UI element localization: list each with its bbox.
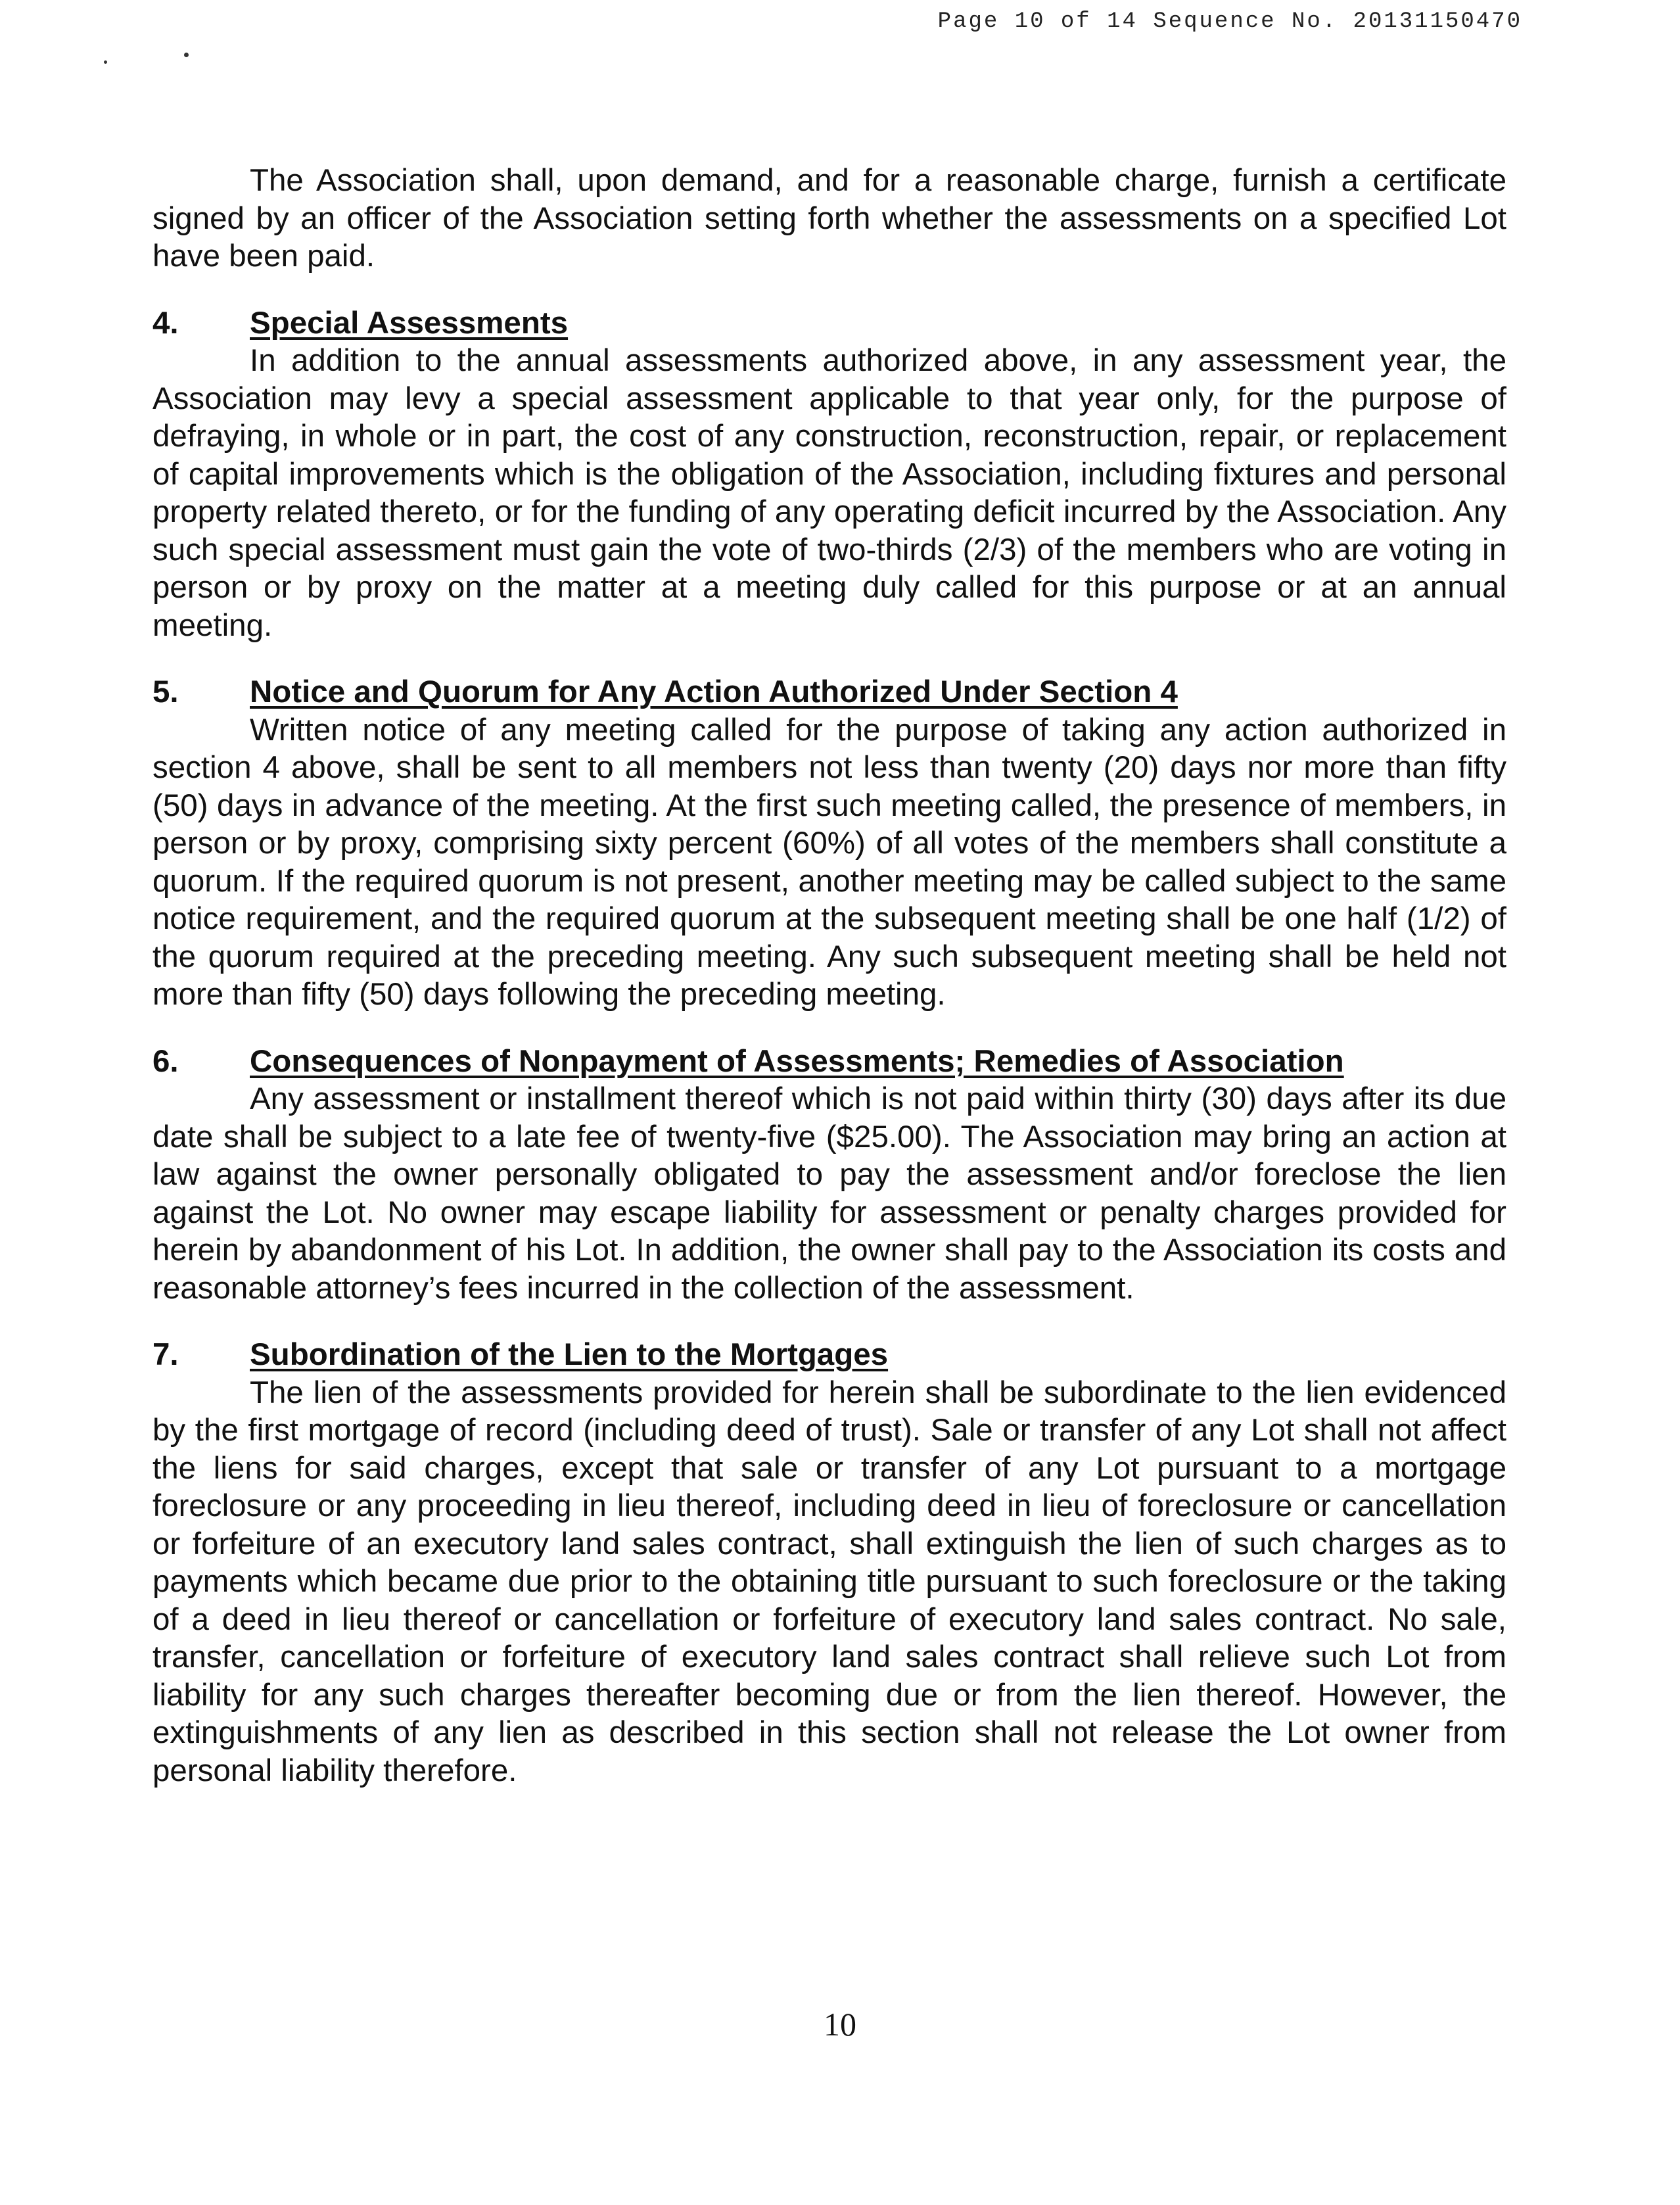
- section-number: 7.: [152, 1337, 179, 1372]
- section-heading: [152, 304, 1506, 343]
- section-lien-subordination: [152, 1336, 1506, 1790]
- section-heading: [152, 673, 1506, 711]
- page-header: Page 10 of 14 Sequence No. 20131150470: [937, 9, 1522, 34]
- section-body: The lien of the assessments provided for herein shall be subordinate to the lien evidenced by the first mortgage of record (including deed of trust). Sale or transfer of any Lot shall not affect the liens for said charges, except that sale or transfer of any Lot pursuant to a mortgage foreclosure or any proceeding in lieu thereof, including deed in lieu of foreclosure or cancellation or forfeiture of an executory land sales contract, shall extinguish the lien of such charges as to payments which became due prior to the obtaining title pursuant to such foreclosure or the taking of a deed in lieu thereof or cancellation or forfeiture of executory land sales contract. No sale, transfer, cancellation or forfeiture of executory land sales contract shall relieve such Lot from liability for any such charges thereafter becoming due or from the lien thereof. However, the extinguishments of any lien as described in this section shall not release the Lot owner from personal liability therefore.: [152, 1375, 1506, 1788]
- section-body: In addition to the annual assessments authorized above, in any assessment year, the Association may levy a special assessment applicable to that year only, for the purpose of defraying, in whole or in part, the cost of any construction, reconstruction, repair, or replacement of capital improvements which is the obligation of the Association, including fixtures and personal property related thereto, or for the funding of any operating deficit incurred by the Association. Any such special assessment must gain the vote of two-thirds (2/3) of the members who are voting in person or by proxy on the matter at a meeting duly called for this purpose or at an annual meeting.: [152, 343, 1506, 643]
- section-title: Subordination of the Lien to the Mortgages: [250, 1337, 889, 1372]
- section-notice-and-quorum: [152, 673, 1506, 1014]
- section-body: Any assessment or installment thereof which is not paid within thirty (30) days after its due date shall be subject to a late fee of twenty-five ($25.00). The Association may bring an action at law against the owner personally obligated to pay the assessment and/or foreclose the lien against the Lot. No owner may escape liability for assessment or penalty charges provided for herein by abandonment of his Lot. In addition, the owner shall pay to the Association its costs and reasonable attorney’s fees incurred in the collection of the assessment.: [152, 1081, 1506, 1306]
- section-nonpayment-consequences: [152, 1043, 1506, 1308]
- section-title: Consequences of Nonpayment of Assessments; Remedies of Association: [250, 1043, 1344, 1079]
- section-heading: [152, 1336, 1506, 1374]
- scan-speck: [184, 53, 189, 57]
- section-heading: [152, 1043, 1506, 1081]
- section-number: 4.: [152, 305, 179, 341]
- section-title: Notice and Quorum for Any Action Authorized Under Section 4: [250, 675, 1178, 709]
- page-number: 10: [824, 2006, 856, 2043]
- section-special-assessments: [152, 304, 1506, 645]
- scan-speck: [104, 60, 107, 64]
- section-number: 5.: [152, 675, 179, 709]
- intro-paragraph: The Association shall, upon demand, and for a reasonable charge, furnish a certificate signed by an officer of the Association setting forth whether the assessments on a specified Lot have been paid.: [152, 163, 1506, 273]
- section-title: Special Assessments: [250, 305, 569, 341]
- document-body: [152, 162, 1506, 1790]
- section-number: 6.: [152, 1043, 179, 1079]
- section-body: Written notice of any meeting called for the purpose of taking any action authorized in section 4 above, shall be sent to all members not less than twenty (20) days nor more than fifty (50) days in advance of the meeting. At the first such meeting called, the presence of members, in person or by proxy, comprising sixty percent (60%) of all votes of the members shall constitute a quorum. If the required quorum is not present, another meeting may be called subject to the same notice requirement, and the required quorum at the subsequent meeting shall be one half (1/2) of the quorum required at the preceding meeting. Any such subsequent meeting shall be held not more than fifty (50) days following the preceding meeting.: [152, 712, 1506, 1012]
